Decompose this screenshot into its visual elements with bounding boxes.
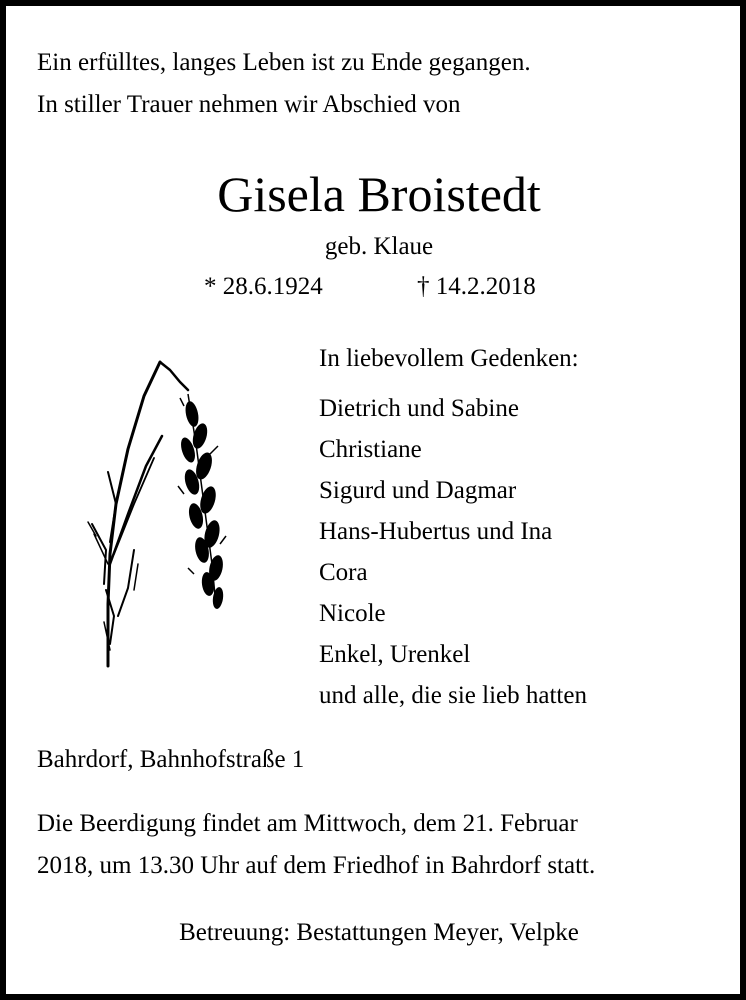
funeral-info-line-2: 2018, um 13.30 Uhr auf dem Friedhof in Bahrdorf statt. — [37, 852, 596, 879]
mourner-name: Hans-Hubertus und Ina — [319, 518, 553, 545]
funeral-info-line-1: Die Beerdigung findet am Mittwoch, dem 21. Februar — [37, 810, 578, 837]
deceased-name: Gisela Broistedt — [217, 166, 541, 222]
address: Bahrdorf, Bahnhofstraße 1 — [37, 746, 305, 773]
mourners-block — [319, 344, 587, 722]
mourner-name: Dietrich und Sabine — [319, 395, 519, 422]
mourner-name: Sigurd und Dagmar — [319, 477, 517, 504]
mourner-name: und alle, die sie lieb hatten — [319, 682, 587, 709]
grass-ear-illustration — [84, 354, 244, 670]
mourners-heading: In liebevollem Gedenken: — [319, 345, 579, 372]
undertaker-credit: Betreuung: Bestattungen Meyer, Velpke — [179, 919, 579, 946]
intro-line-2: In stiller Trauer nehmen wir Abschied von — [37, 91, 461, 118]
intro-line-1: Ein erfülltes, langes Leben ist zu Ende gegangen. — [37, 49, 531, 76]
mourner-name: Enkel, Urenkel — [319, 641, 471, 668]
death-date: † 14.2.2018 — [417, 273, 536, 300]
mourner-name: Cora — [319, 559, 368, 586]
mourner-name: Nicole — [319, 600, 386, 627]
maiden-name: geb. Klaue — [324, 233, 434, 260]
mourner-name: Christiane — [319, 436, 422, 463]
birth-date: * 28.6.1924 — [204, 273, 323, 300]
